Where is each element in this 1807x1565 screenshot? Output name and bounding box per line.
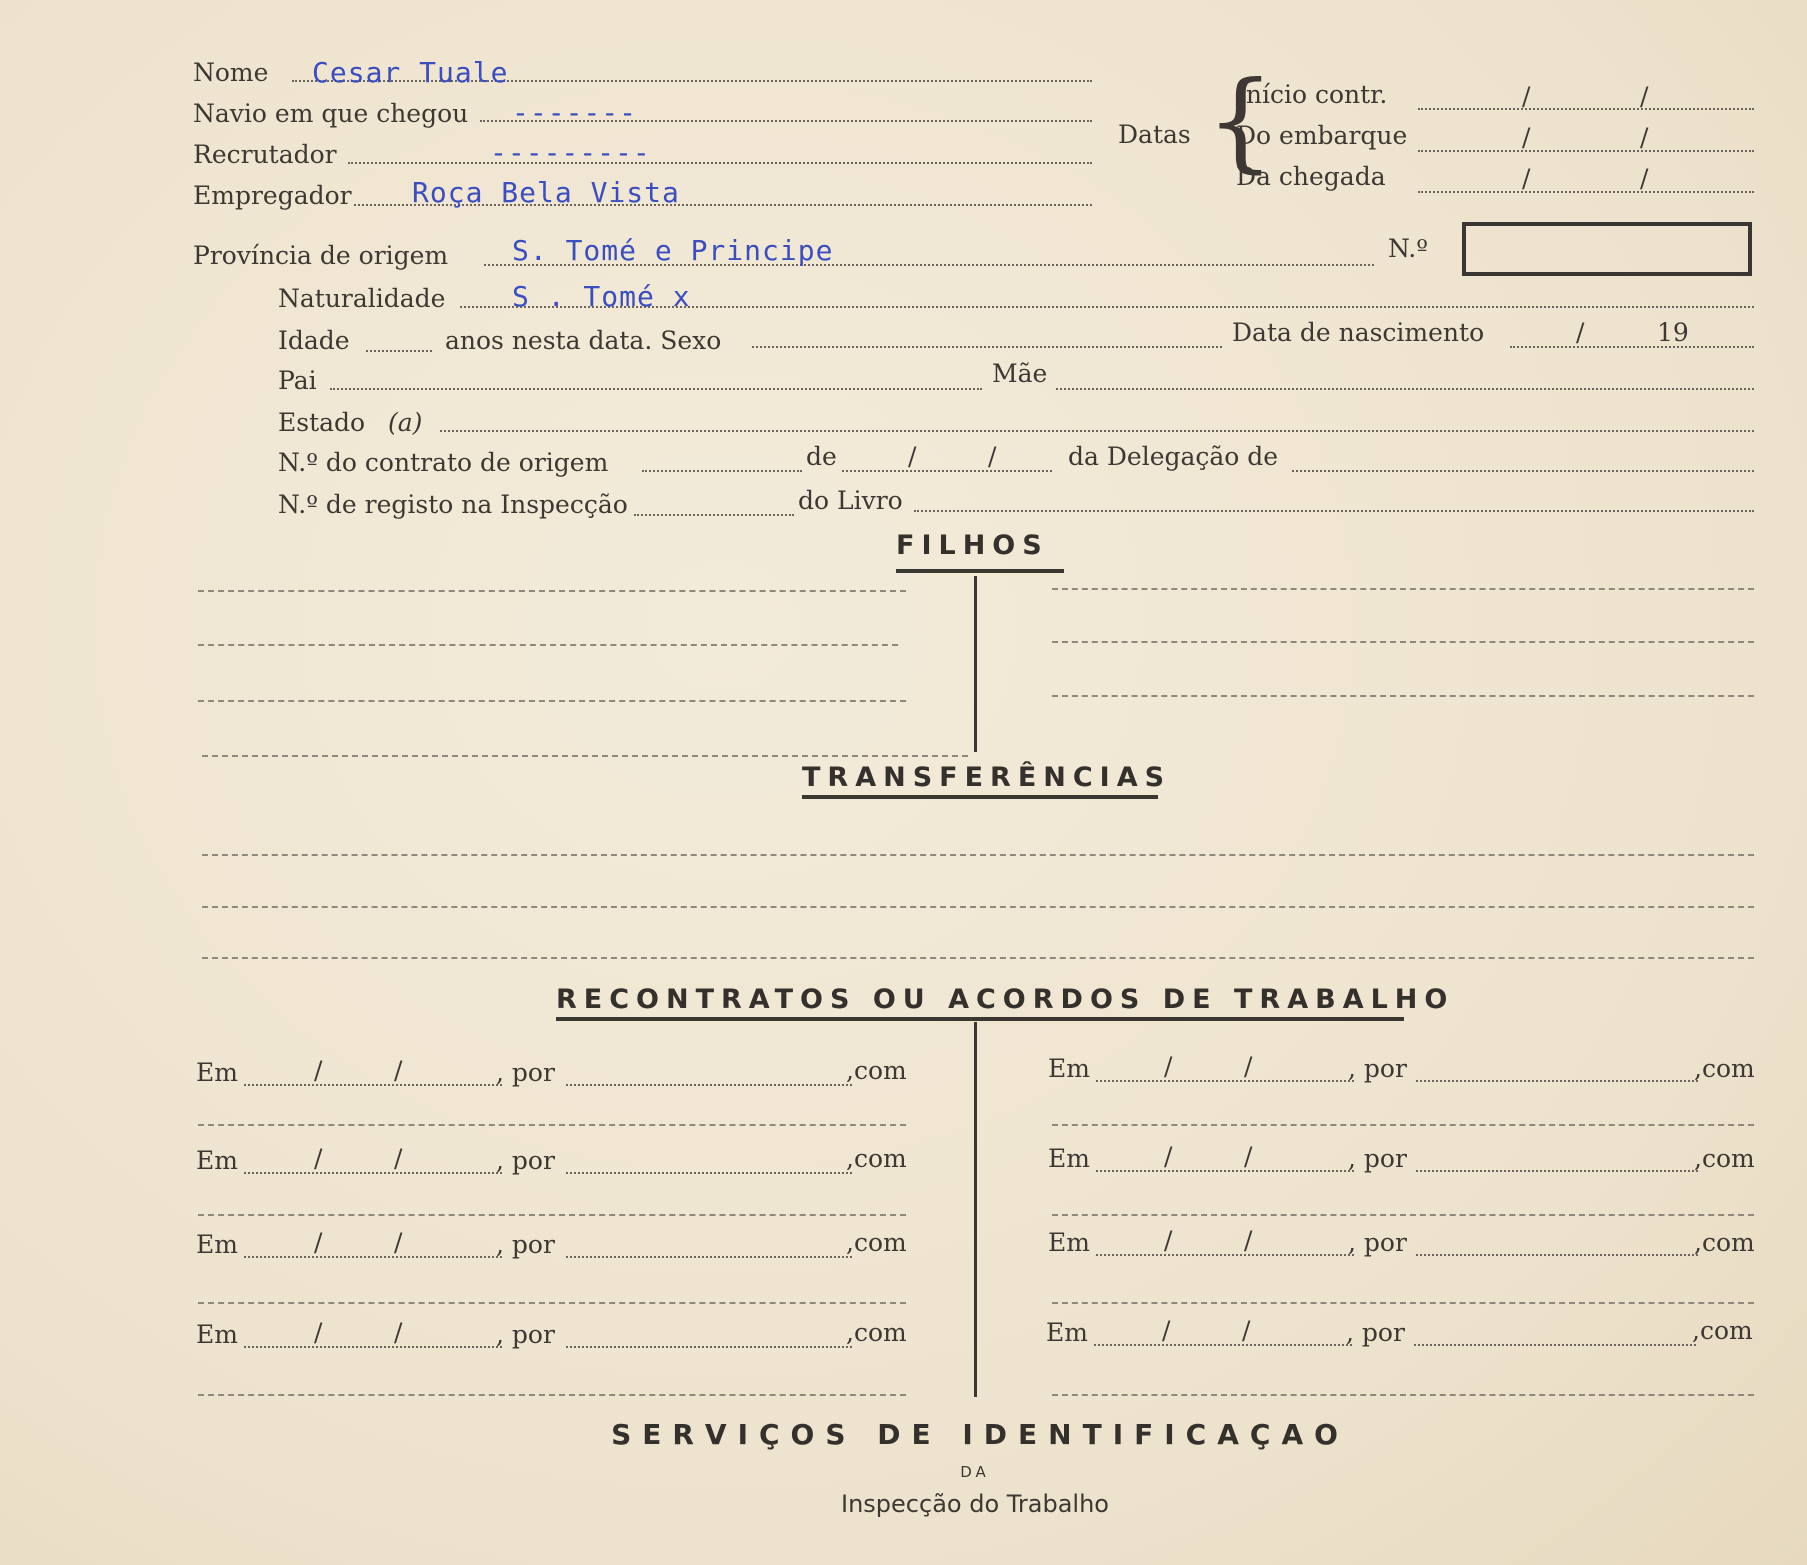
recontrato-continuation-line	[1052, 1394, 1754, 1396]
data-nascimento-label: Data de nascimento	[1232, 318, 1485, 347]
estado-label: Estado	[278, 408, 366, 437]
transferencias-heading: TRANSFERÊNCIAS	[802, 762, 1172, 793]
numero-box	[1462, 222, 1752, 276]
recontrato-continuation-line	[1052, 1214, 1754, 1216]
recontrato-em-label: Em	[1048, 1144, 1090, 1173]
recontrato-date-line	[1096, 1080, 1354, 1082]
datas-inicio-line	[1418, 108, 1754, 110]
recontrato-slash-1: /	[1164, 1052, 1173, 1081]
provincia-label: Província de origem	[193, 241, 449, 270]
recontrato-continuation-line	[198, 1124, 906, 1126]
filhos-left-line-1	[198, 590, 906, 592]
filhos-underline	[896, 569, 1064, 573]
nome-label: Nome	[193, 58, 269, 87]
recontrato-slash-1: /	[1164, 1142, 1173, 1171]
recontrato-por-line	[566, 1172, 852, 1174]
datas-chegada-slash-2: /	[1640, 164, 1649, 193]
livro-label: do Livro	[798, 486, 903, 515]
transferencias-underline	[802, 795, 1158, 799]
navio-label: Navio em que chegou	[193, 99, 469, 128]
recontrato-slash-2: /	[394, 1318, 403, 1347]
recontrato-por-line	[566, 1256, 852, 1258]
recontrato-em-label: Em	[196, 1146, 238, 1175]
livro-line	[914, 510, 1754, 512]
naturalidade-label: Naturalidade	[278, 284, 446, 313]
footer-da: DA	[960, 1463, 990, 1481]
provincia-value: S. Tomé e Principe	[512, 234, 834, 267]
recontrato-slash-2: /	[1244, 1226, 1253, 1255]
filhos-left-line-3	[198, 700, 906, 702]
estado-line	[440, 430, 1754, 432]
contrato-date-line	[842, 470, 1052, 472]
pai-line	[330, 388, 982, 390]
recontrato-date-line	[1096, 1170, 1354, 1172]
recontrato-continuation-line	[198, 1394, 906, 1396]
datas-embarque-line	[1418, 150, 1754, 152]
numero-label: N.º	[1388, 234, 1428, 263]
recontrato-por-label: , por	[1348, 1054, 1407, 1083]
data-nascimento-year: 19	[1657, 318, 1689, 347]
recontrato-slash-1: /	[314, 1228, 323, 1257]
recontrato-com-label: ,com	[846, 1144, 907, 1173]
recontrato-slash-2: /	[1244, 1142, 1253, 1171]
datas-embarque-slash-2: /	[1640, 123, 1649, 152]
datas-chegada-label: Da chegada	[1236, 162, 1386, 191]
datas-chegada-line	[1418, 191, 1754, 193]
data-nascimento-slash: /	[1576, 318, 1585, 347]
recontrato-continuation-line	[198, 1302, 906, 1304]
contrato-slash-1: /	[908, 442, 917, 471]
datas-inicio-label: Início contr.	[1236, 80, 1388, 109]
recontrato-por-label: , por	[1348, 1228, 1407, 1257]
filhos-left-line-2	[198, 644, 898, 646]
filhos-right-line-1	[1052, 588, 1754, 590]
recrutador-label: Recrutador	[193, 140, 337, 169]
naturalidade-value: S . Tomé x	[512, 280, 691, 313]
datas-brace: {	[1206, 59, 1275, 184]
recontrato-por-line	[566, 1084, 852, 1086]
recontrato-por-line	[1414, 1344, 1696, 1346]
recontrato-por-line	[566, 1346, 852, 1348]
recontrato-slash-1: /	[1164, 1226, 1173, 1255]
recontrato-continuation-line	[198, 1214, 906, 1216]
recontrato-com-label: ,com	[1694, 1144, 1755, 1173]
recontrato-por-label: , por	[496, 1058, 555, 1087]
filhos-right-line-2	[1052, 641, 1754, 643]
contrato-de-label: de	[806, 442, 837, 471]
nome-value: Cesar Tuale	[312, 56, 509, 89]
mae-label: Mãe	[992, 359, 1048, 388]
recontrato-slash-1: /	[314, 1318, 323, 1347]
contrato-slash-2: /	[988, 442, 997, 471]
pai-label: Pai	[278, 366, 317, 395]
recontrato-slash-2: /	[394, 1056, 403, 1085]
recontrato-por-label: , por	[496, 1230, 555, 1259]
registo-label: N.º de registo na Inspecção	[278, 490, 628, 519]
recrutador-line	[348, 162, 1092, 164]
recontrato-com-label: ,com	[846, 1056, 907, 1085]
datas-embarque-label: Do embarque	[1236, 121, 1408, 150]
recontrato-slash-1: /	[314, 1056, 323, 1085]
transferencias-line-2	[202, 906, 1754, 908]
recontrato-por-label: , por	[1348, 1144, 1407, 1173]
recontrato-continuation-line	[1052, 1302, 1754, 1304]
datas-inicio-slash-2: /	[1640, 82, 1649, 111]
recontrato-continuation-line	[1052, 1124, 1754, 1126]
sexo-line	[752, 346, 1222, 348]
mae-line	[1056, 388, 1754, 390]
delegacao-line	[1292, 470, 1754, 472]
recontrato-em-label: Em	[196, 1058, 238, 1087]
filhos-heading: FILHOS	[896, 530, 1049, 561]
recontrato-em-label: Em	[196, 1320, 238, 1349]
recontrato-por-label: , por	[1346, 1318, 1405, 1347]
data-nascimento-line	[1510, 346, 1754, 348]
recontrato-date-line	[1094, 1344, 1352, 1346]
recontrato-em-label: Em	[1048, 1228, 1090, 1257]
recontrato-por-line	[1416, 1080, 1698, 1082]
datas-chegada-slash-1: /	[1522, 164, 1531, 193]
recontrato-por-label: , por	[496, 1146, 555, 1175]
recontrato-com-label: ,com	[846, 1318, 907, 1347]
idade-line	[366, 350, 432, 352]
transferencias-line-3	[202, 957, 1754, 959]
recrutador-value: ---------	[490, 136, 651, 169]
filhos-right-line-3	[1052, 695, 1754, 697]
recontratos-underline	[556, 1017, 1404, 1021]
recontratos-divider	[974, 1022, 977, 1397]
recontrato-com-label: ,com	[846, 1228, 907, 1257]
filhos-left-line-4	[202, 755, 968, 757]
recontrato-slash-2: /	[1244, 1052, 1253, 1081]
recontratos-heading: RECONTRATOS OU ACORDOS DE TRABALHO	[556, 984, 1455, 1015]
recontrato-por-line	[1416, 1254, 1698, 1256]
footer-inspeccao: Inspecção do Trabalho	[841, 1490, 1109, 1518]
recontrato-slash-2: /	[394, 1144, 403, 1173]
datas-inicio-slash-1: /	[1522, 82, 1531, 111]
contrato-label: N.º do contrato de origem	[278, 448, 609, 477]
recontrato-date-line	[244, 1256, 502, 1258]
registo-line	[634, 514, 794, 516]
recontrato-com-label: ,com	[1692, 1316, 1753, 1345]
recontrato-date-line	[244, 1084, 502, 1086]
datas-embarque-slash-1: /	[1522, 123, 1531, 152]
recontrato-por-line	[1416, 1170, 1698, 1172]
recontrato-em-label: Em	[196, 1230, 238, 1259]
delegacao-label: da Delegação de	[1068, 442, 1279, 471]
recontrato-por-label: , por	[496, 1320, 555, 1349]
datas-label: Datas	[1118, 120, 1191, 149]
recontrato-em-label: Em	[1046, 1318, 1088, 1347]
filhos-divider	[974, 576, 977, 752]
recontrato-date-line	[244, 1346, 502, 1348]
navio-value: -------	[512, 96, 638, 129]
recontrato-date-line	[1096, 1254, 1354, 1256]
transferencias-line-1	[202, 854, 1754, 856]
recontrato-slash-1: /	[314, 1144, 323, 1173]
anos-sexo-label: anos nesta data. Sexo	[445, 326, 722, 355]
recontrato-slash-2: /	[1242, 1316, 1251, 1345]
estado-note: (a)	[388, 408, 423, 437]
contrato-line	[642, 470, 802, 472]
idade-label: Idade	[278, 326, 350, 355]
recontrato-date-line	[244, 1172, 502, 1174]
recontrato-slash-2: /	[394, 1228, 403, 1257]
recontrato-slash-1: /	[1162, 1316, 1171, 1345]
recontrato-em-label: Em	[1048, 1054, 1090, 1083]
recontrato-com-label: ,com	[1694, 1054, 1755, 1083]
empregador-value: Roça Bela Vista	[412, 176, 680, 209]
recontrato-com-label: ,com	[1694, 1228, 1755, 1257]
footer-title: SERVIÇOS DE IDENTIFICAÇAO	[611, 1418, 1349, 1451]
empregador-label: Empregador	[193, 181, 352, 210]
